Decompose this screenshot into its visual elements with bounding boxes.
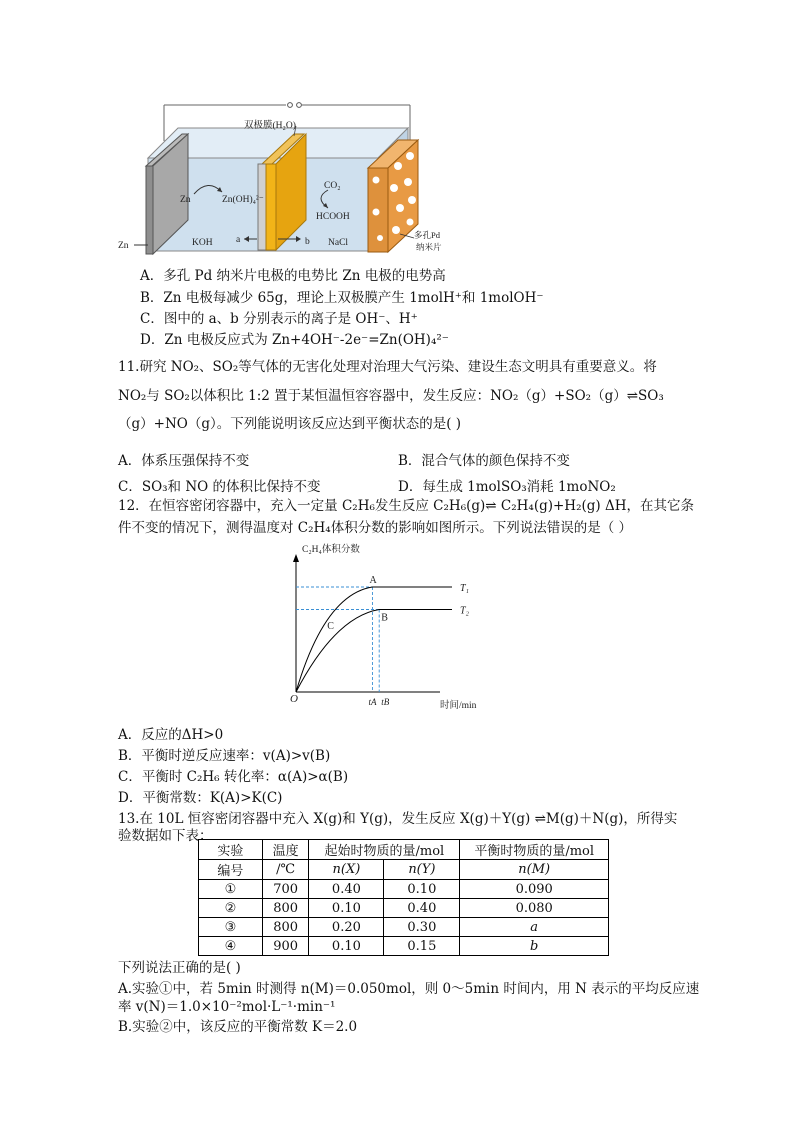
q11-stem-line2: NO₂与 SO₂以体积比 1:2 置于某恒温恒容容器中，发生反应：NO₂（g）+SO₂（g）⇌SO₃: [118, 388, 664, 404]
q11-option-d: D．每生成 1molSO₃消耗 1moNO₂: [398, 479, 616, 495]
cell: 0.10: [309, 899, 384, 918]
cell-diagram: [118, 96, 458, 266]
q11-option-b: B．混合气体的颜色保持不变: [398, 453, 570, 469]
q11-option-c: C．SO₃和 NO 的体积比保持不变: [118, 479, 321, 495]
q10-option-b: B．Zn 电极每减少 65g，理论上双极膜产生 1molH⁺和 1molOH⁻: [140, 290, 544, 306]
q13-option-b: B.实验②中，该反应的平衡常数 K＝2.0: [118, 1019, 358, 1035]
cell: 0.080: [460, 899, 609, 918]
nacl-label: NaCl: [328, 238, 349, 248]
tick-tb: tB: [381, 697, 390, 707]
chart-xlabel: 时间/min: [440, 701, 477, 711]
ion-a-label: a: [236, 235, 241, 245]
switch-terminal-left: [288, 103, 293, 108]
q11-option-a: A．体系压强保持不变: [118, 453, 250, 469]
th-ny: n(Y): [384, 860, 460, 880]
point-a-label: A: [369, 575, 377, 586]
series-t2-line: [296, 610, 452, 693]
series-t1-line: [296, 587, 452, 692]
koh-label: KOH: [192, 238, 213, 248]
series-t1-label: T₁: [460, 583, 470, 594]
cell: 0.10: [384, 880, 460, 899]
th-exp-1: 实验: [199, 840, 263, 860]
c2h4-volume-fraction-chart: [280, 540, 510, 715]
cell: 0.15: [384, 937, 460, 956]
th-eq: 平衡时物质的量/mol: [460, 840, 609, 860]
th-temp-2: /℃: [262, 860, 309, 880]
q10-option-c: C．图中的 a、b 分别表示的离子是 OH⁻、H⁺: [140, 311, 418, 327]
th-exp-2: 编号: [199, 860, 263, 880]
point-c-label: C: [327, 621, 334, 632]
q10-option-d: D．Zn 电极反应式为 Zn+4OH⁻-2e⁻=Zn(OH)₄²⁻: [140, 332, 449, 348]
q13-option-a-line2: 率 v(N)＝1.0×10⁻²mol·L⁻¹·min⁻¹: [118, 999, 336, 1015]
th-start: 起始时物质的量/mol: [309, 840, 460, 860]
cell: 900: [262, 937, 309, 956]
th-nx: n(X): [309, 860, 384, 880]
q12-option-a: A．反应的ΔH>0: [118, 727, 224, 743]
hcooh-label: HCOOH: [316, 212, 350, 222]
cell: a: [460, 918, 609, 937]
th-temp-1: 温度: [262, 840, 309, 860]
cell: ②: [199, 899, 263, 918]
cell: 0.40: [384, 899, 460, 918]
zn-label: Zn: [180, 195, 191, 205]
table-row: [199, 899, 609, 918]
cell: 0.090: [460, 880, 609, 899]
chart-origin: O: [290, 693, 298, 705]
q11-stem-line1: 11.研究 NO₂、SO₂等气体的无害化处理对治理大气污染、建设生态文明具有重要意义。将: [118, 359, 657, 375]
cell: ①: [199, 880, 263, 899]
th-nm: n(M): [460, 860, 609, 880]
cell: b: [460, 937, 609, 956]
cell: 0.10: [309, 937, 384, 956]
q13-option-a-line1: A.实验①中，若 5min 时测得 n(M)＝0.050mol，则 0～5min 时间内，用 N 表示的平均反应速: [118, 981, 700, 997]
tick-ta: tA: [368, 697, 377, 707]
point-b-label: B: [381, 612, 388, 624]
cell: 700: [262, 880, 309, 899]
table-row: [199, 918, 609, 937]
cell: 0.40: [309, 880, 384, 899]
cell: ③: [199, 918, 263, 937]
q13-stem-line1: 13.在 10L 恒容密闭容器中充入 X(g)和 Y(g)，发生反应 X(g)＋Y(g) ⇌M(g)＋N(g)，所得实: [118, 811, 678, 827]
cell: ④: [199, 937, 263, 956]
q10-option-a: A．多孔 Pd 纳米片电极的电势比 Zn 电极的电势高: [140, 268, 446, 284]
q13-question: 下列说法正确的是( ): [118, 960, 241, 976]
cell: 800: [262, 918, 309, 937]
series-t2-label: T₂: [460, 605, 470, 617]
q12-option-c: C．平衡时 C₂H₆ 转化率：α(A)>α(B): [118, 769, 349, 785]
table-row: [199, 880, 609, 899]
q12-stem-line1: 12．在恒容密闭容器中，充入一定量 C₂H₆发生反应 C₂H₆(g)⇌ C₂H₄(g)+H₂(g) ΔH，在其它条: [118, 498, 694, 514]
cell: 800: [262, 899, 309, 918]
cell: 0.20: [309, 918, 384, 937]
zn-product-label: Zn(OH)₄²⁻: [222, 195, 264, 205]
ion-b-label: b: [305, 237, 310, 247]
table-row: [199, 937, 609, 956]
q12-option-b: B．平衡时逆反应速率：v(A)>v(B): [118, 748, 331, 764]
q13-stem-line2: 验数据如下表：: [118, 828, 213, 844]
zn-electrode-label: Zn: [118, 241, 129, 251]
q12-stem-line2: 件不变的情况下，测得温度对 C₂H₄体积分数的影响如图所示。下列说法错误的是（ ）: [118, 520, 633, 536]
chart-ylabel: C₂H₄体积分数: [302, 545, 360, 555]
y-axis-arrow: [293, 554, 299, 562]
membrane-label: 双极膜(H₂O): [244, 121, 296, 131]
cell: 0.30: [384, 918, 460, 937]
experiment-table: [198, 839, 609, 956]
switch-terminal-right: [297, 103, 302, 108]
co2-label: CO₂: [324, 181, 341, 191]
q11-stem-line3: （g）+NO（g）。下列能说明该反应达到平衡状态的是( ): [118, 416, 462, 432]
pd-label-line2: 纳米片: [416, 242, 442, 252]
q12-option-d: D．平衡常数：K(A)>K(C): [118, 790, 283, 806]
pd-label-line1: 多孔Pd: [414, 230, 440, 240]
